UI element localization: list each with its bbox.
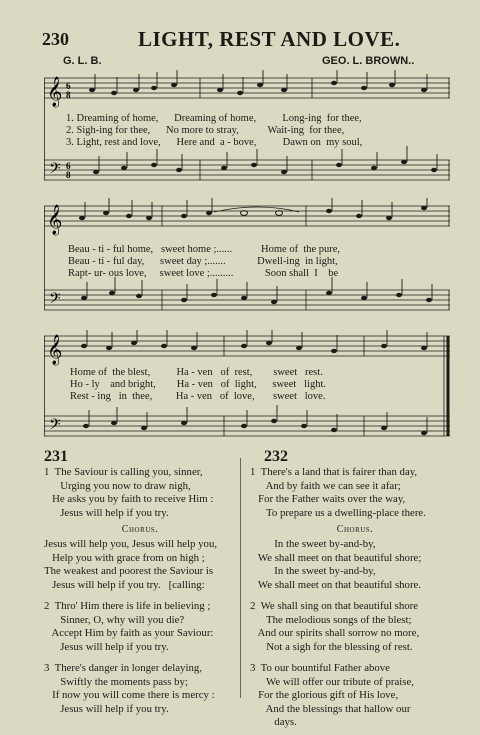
verse-line: 1 There's a land that is fairer than day,	[250, 466, 418, 478]
verse-line: Jesus will help if you try.	[44, 702, 169, 715]
svg-text:𝄞: 𝄞	[47, 205, 63, 235]
lyric-verse-3: Rest - ing in thee, Ha - ven of love, sweet love.	[70, 391, 326, 402]
lyric-verse-3: 3. Light, rest and love, Here and a - bove, Dawn on my soul,	[66, 137, 363, 148]
chorus-line: In the sweet by-and-by,	[250, 538, 376, 550]
verse-line: days.	[250, 716, 297, 728]
music-system-2	[44, 198, 450, 328]
svg-text:𝄢: 𝄢	[49, 290, 61, 311]
hymn-232-number: 232	[264, 448, 288, 465]
verse-line: Jesus will help if you try.	[44, 506, 169, 519]
verse-line: And by faith we can see it afar;	[250, 479, 401, 492]
music-system-1	[44, 70, 450, 200]
verse-line: Not a sigh for the blessing of rest.	[250, 640, 413, 653]
verse-line: If now you will come there is mercy :	[44, 689, 215, 701]
chorus-line: We shall meet on that beautiful shore.	[250, 578, 422, 591]
verse-line: We will offer our tribute of praise,	[250, 675, 414, 688]
verse-line: And the blessings that hallow our	[250, 702, 411, 715]
svg-text:6: 6	[66, 81, 71, 91]
chorus-label: Chorus.	[336, 524, 374, 535]
hymn-title: LIGHT, REST AND LOVE.	[138, 27, 401, 51]
verse-line: And our spirits shall sorrow no more,	[250, 627, 420, 639]
hymn-232-text	[250, 466, 460, 730]
lyric-verse-1: 1. Dreaming of home, Dreaming of home, Long-ing for thee,	[66, 113, 362, 124]
column-divider	[240, 458, 241, 698]
verse-line: 3 To our bountiful Father above	[250, 662, 390, 674]
chorus-line: We shall meet on that beautiful shore;	[250, 551, 422, 564]
lyric-verse-2: Ho - ly and bright, Ha - ven of light, sweet light.	[70, 379, 327, 390]
verse-line: The melodious songs of the blest;	[250, 613, 412, 626]
verse-line: Urging you now to draw nigh,	[44, 479, 191, 492]
hymn-231-number: 231	[44, 448, 68, 465]
chorus-line: Jesus will help you, Jesus will help you,	[44, 538, 218, 550]
svg-text:8: 8	[66, 170, 71, 180]
svg-text:8: 8	[66, 90, 71, 100]
verse-line: 2 We shall sing on that beautiful shore	[250, 600, 419, 612]
music-credit: GEO. L. BROWN..	[322, 55, 415, 67]
verse-line: Jesus will help if you try.	[44, 640, 169, 653]
svg-text:𝄢: 𝄢	[49, 160, 61, 181]
verse-line: 2 Thro' Him there is life in believing ;	[44, 600, 211, 612]
lyric-verse-1: Beau - ti - ful home, sweet home ;...... Home of the pure,	[68, 244, 341, 255]
hymn-231-text	[44, 466, 236, 716]
lyric-verse-2: 2. Sigh-ing for thee, No more to stray, Wait-ing for thee,	[66, 125, 345, 136]
verse-line: To prepare us a dwelling-place there.	[250, 506, 426, 519]
music-system-3	[44, 330, 450, 448]
svg-text:6: 6	[66, 161, 71, 171]
words-credit: G. L. B.	[63, 55, 102, 67]
svg-text:𝄞: 𝄞	[47, 77, 63, 107]
verse-line: For the glorious gift of His love,	[250, 689, 399, 701]
verse-line: 3 There's danger in longer delaying,	[44, 662, 202, 674]
chorus-line: In the sweet by-and-by,	[250, 565, 376, 577]
svg-text:𝄢: 𝄢	[49, 416, 61, 437]
verse-line: 1 The Saviour is calling you, sinner,	[44, 466, 203, 478]
verse-line: He asks you by faith to receive Him :	[44, 493, 214, 505]
page-number: 230	[42, 29, 69, 49]
chorus-label: Chorus.	[121, 524, 159, 535]
verse-line: Swiftly the moments pass by;	[44, 675, 188, 688]
verse-line: Sinner, O, why will you die?	[44, 613, 185, 626]
lyric-verse-3: Rapt- ur- ous love, sweet love ;......... Soon shall I be	[68, 268, 339, 279]
lyric-verse-2: Beau - ti - ful day, sweet day ;....... Dwell-ing in light,	[68, 256, 338, 267]
chorus-line: The weakest and poorest the Saviour is	[44, 565, 214, 577]
chorus-line: Help you with grace from on high ;	[44, 551, 205, 564]
chorus-line: Jesus will help if you try. [calling:	[44, 578, 205, 591]
verse-line: Accept Him by faith as your Saviour:	[44, 627, 214, 639]
verse-line: For the Father waits over the way,	[250, 493, 406, 505]
svg-text:𝄞: 𝄞	[47, 335, 63, 365]
lyric-verse-1: Home of the blest, Ha - ven of rest, sweet rest.	[70, 367, 323, 378]
